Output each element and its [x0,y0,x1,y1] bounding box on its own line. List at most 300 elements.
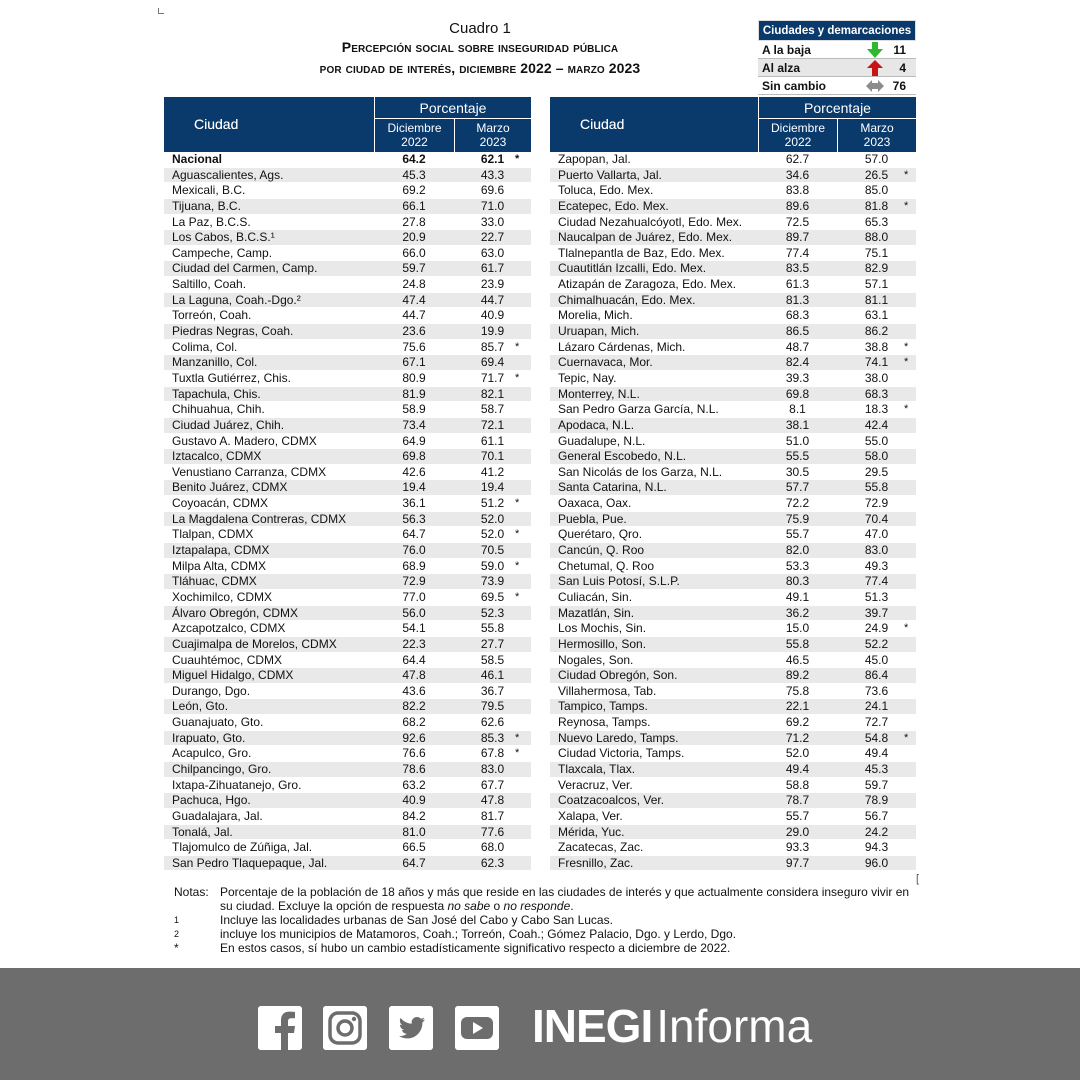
city-cell: Manzanillo, Col. [172,355,258,370]
december-value: 66.5 [402,840,426,855]
city-cell: Tampico, Tamps. [558,699,648,714]
table-row [164,199,531,215]
march-year: 2023 [479,135,507,149]
city-cell: Guadalupe, N.L. [558,433,646,448]
table-row [164,324,531,340]
city-cell: Reynosa, Tamps. [558,715,651,730]
crop-mark [158,8,164,14]
city-cell: Pachuca, Hgo. [172,793,251,808]
march-value: 55.0 [864,433,889,448]
march-value: 44.7 [480,292,505,307]
significance-mark: * [904,403,909,416]
table-row [164,715,531,731]
march-value: 57.1 [864,277,889,292]
footnote-1-text: Incluye las localidades urbanas de San José del Cabo y Cabo San Lucas. [220,913,613,927]
table-row [550,668,916,684]
significance-mark: * [515,153,520,165]
march-value: 73.9 [480,574,505,589]
march-value: 68.0 [480,840,505,855]
december-value: 86.5 [785,324,810,339]
march-value: 96.0 [864,855,889,870]
december-value: 71.2 [785,730,810,745]
march-value: 83.0 [480,761,505,776]
city-cell: Saltillo, Coah. [172,277,247,292]
table-row [550,746,916,762]
december-value: 63.2 [402,777,426,792]
table-row [164,606,531,622]
legend-header: Ciudades y demarcaciones [758,20,916,41]
table-row [164,543,531,559]
march-value: 70.5 [480,543,505,558]
march-value: 38.8 [864,339,889,354]
march-value: 24.2 [864,824,889,839]
march-value: 74.1 [864,355,889,370]
december-value: 39.3 [785,370,810,385]
december-value: 81.0 [402,824,426,839]
march-value: 72.1 [480,417,505,432]
march-value: 49.4 [864,746,889,761]
december-value: 43.6 [402,683,426,698]
facebook-icon[interactable] [258,1006,302,1050]
city-cell: Benito Juárez, CDMX [172,480,288,495]
legend-row-up [758,59,916,77]
march-value: 52.0 [480,527,505,542]
december-value: 55.7 [785,808,810,823]
table-number: Cuadro 1 [449,20,511,37]
city-cell: Ciudad Obregón, Son. [558,668,678,683]
december-value: 40.9 [402,793,426,808]
city-cell: Los Cabos, B.C.S.¹ [172,230,275,245]
table-row [550,261,916,277]
march-value: 77.4 [864,574,889,589]
december-column-header [374,119,454,152]
table-row [550,277,916,293]
december-value: 72.9 [402,574,426,589]
march-column-header [837,119,916,152]
note-main-em1: no sabe [447,899,491,913]
december-value: 42.6 [402,464,426,479]
march-column-header [454,119,531,152]
city-cell: Xalapa, Ver. [558,808,623,823]
december-value: 68.9 [402,558,426,573]
december-value: 48.7 [785,339,810,354]
city-cell: Nogales, Son. [558,652,634,667]
significance-mark: * [904,168,909,181]
table-row [550,793,916,809]
city-cell: Chihuahua, Chih. [172,402,265,417]
march-value: 47.0 [864,527,889,542]
city-cell: Lázaro Cárdenas, Mich. [558,339,686,354]
december-value: 54.1 [402,621,426,636]
march-value: 86.2 [864,324,889,339]
march-label: Marzo [476,121,510,135]
table-row [550,496,916,512]
table-row [550,465,916,481]
footnote-1-mark: 1 [174,915,180,925]
march-value: 94.3 [864,840,889,855]
city-cell: La Laguna, Coah.-Dgo.² [172,292,301,307]
march-value: 51.3 [864,589,889,604]
note-main [174,885,914,913]
table-row [164,449,531,465]
december-value: 64.4 [402,652,426,667]
december-value: 56.3 [402,511,426,526]
table-row [164,418,531,434]
december-value: 61.3 [785,277,810,292]
march-value: 82.1 [480,386,505,401]
march-value: 56.7 [864,808,889,823]
red-up-arrow-icon [866,60,884,76]
city-cell: Santa Catarina, N.L. [558,480,667,495]
table-row [550,778,916,794]
table-row [164,778,531,794]
city-cell: Atizapán de Zaragoza, Edo. Mex. [558,277,737,292]
december-value: 77.0 [402,589,426,604]
table-row [164,762,531,778]
table-row [164,621,531,637]
city-cell: Cuajimalpa de Morelos, CDMX [172,636,337,651]
march-value: 77.6 [480,824,505,839]
city-cell: Piedras Negras, Coah. [172,324,294,339]
december-value: 47.8 [402,668,426,683]
march-value: 63.1 [864,308,889,323]
december-value: 36.1 [402,496,426,511]
footnote-2-text: incluye los municipios de Matamoros, Coah.; Torreón, Coah.; Gómez Palacio, Dgo. y Lerdo, Dgo. [220,927,737,941]
table-row [550,684,916,700]
significance-mark: * [904,622,909,635]
city-cell: Tapachula, Chis. [172,386,261,401]
december-value: 77.4 [785,245,810,260]
percentage-header: Porcentaje [374,97,531,119]
city-cell: Colima, Col. [172,339,238,354]
city-cell: Iztacalco, CDMX [172,449,262,464]
table-row [164,261,531,277]
table-row [164,152,531,168]
march-value: 69.4 [480,355,505,370]
table-row [550,512,916,528]
left-table [164,97,531,871]
december-value: 19.4 [402,480,426,495]
march-value: 75.1 [864,245,889,260]
table-title [200,20,760,79]
city-cell: Xochimilco, CDMX [172,589,273,604]
table-row [550,653,916,669]
december-value: 57.7 [785,480,810,495]
table-row [550,168,916,184]
march-value: 27.7 [480,636,505,651]
city-cell: Cuernavaca, Mor. [558,355,653,370]
march-value: 78.9 [864,793,889,808]
city-cell: Chimalhuacán, Edo. Mex. [558,292,696,307]
december-value: 47.4 [402,292,426,307]
december-value: 49.4 [785,761,810,776]
city-cell: Tlalpan, CDMX [172,527,254,542]
city-cell: Mazatlán, Sin. [558,605,635,620]
table-row [164,371,531,387]
table-row [164,793,531,809]
significance-mark: * [515,559,520,572]
december-value: 58.8 [785,777,810,792]
green-down-arrow-icon [866,42,884,58]
december-value: 83.8 [785,183,810,198]
city-cell: Tlalnepantla de Baz, Edo. Mex. [558,245,725,260]
march-value: 33.0 [480,214,505,229]
significance-mark: * [904,356,909,369]
city-cell: Hermosillo, Son. [558,636,647,651]
table-row [550,731,916,747]
significance-mark: * [904,199,909,212]
march-value: 55.8 [480,621,505,636]
table-row [550,856,916,872]
march-value: 52.0 [480,511,505,526]
december-value: 75.6 [402,339,426,354]
city-cell: Nuevo Laredo, Tamps. [558,730,679,745]
table-row [550,590,916,606]
march-value: 83.0 [864,543,889,558]
table-row [550,340,916,356]
march-value: 26.5 [864,167,889,182]
table-row [550,574,916,590]
table-title-line-1: Percepción social sobre inseguridad pública [341,39,619,55]
december-value: 8.1 [789,402,806,417]
city-cell: Ciudad Victoria, Tamps. [558,746,685,761]
note-main-prefix: Porcentaje de la población de 18 años y más que reside en las ciudades de interés y que actualmente considera inseguro vivir en su ciudad. Excluye la opción de respuesta [220,885,910,913]
table-row [164,856,531,872]
city-cell: Venustiano Carranza, CDMX [172,464,327,479]
city-cell: La Paz, B.C.S. [172,214,251,229]
march-value: 62.3 [480,855,505,870]
footnote-3 [174,941,914,955]
footnote-3-mark: * [174,941,179,955]
city-cell: Villahermosa, Tab. [558,683,657,698]
december-value: 81.9 [402,386,426,401]
significance-mark: * [515,497,520,510]
table-row [550,543,916,559]
twitter-icon[interactable] [389,1006,433,1050]
city-cell: Irapuato, Gto. [172,730,246,745]
significance-mark: * [515,590,520,603]
table-row [164,684,531,700]
table-row [550,809,916,825]
december-year: 2022 [401,135,428,149]
city-cell: Tuxtla Gutiérrez, Chis. [172,370,291,385]
city-cell: Naucalpan de Juárez, Edo. Mex. [558,230,733,245]
city-cell: Querétaro, Qro. [558,527,643,542]
city-cell: Tepic, Nay. [558,370,617,385]
significance-mark: * [515,340,520,353]
legend-row-down [758,41,916,59]
table-row [164,637,531,653]
december-value: 44.7 [402,308,426,323]
city-cell: Tlaxcala, Tlax. [558,761,636,776]
march-value: 85.0 [864,183,889,198]
december-value: 82.2 [402,699,426,714]
significance-mark: * [515,371,520,384]
december-value: 29.0 [785,824,810,839]
march-value: 85.7 [480,339,505,354]
march-value: 81.8 [864,198,889,213]
table-row [164,699,531,715]
march-value: 72.9 [864,496,889,511]
march-value: 59.0 [480,558,505,573]
table-header [550,97,916,152]
march-label: Marzo [860,121,894,135]
table-row [550,606,916,622]
city-cell: Tijuana, B.C. [172,198,241,213]
significance-mark: * [515,731,520,744]
table-row [550,621,916,637]
table-row [164,277,531,293]
table-row [550,449,916,465]
december-value: 27.8 [402,214,426,229]
december-value: 55.5 [785,449,810,464]
city-cell: Torreón, Coah. [172,308,252,323]
instagram-icon[interactable] [323,1006,367,1050]
city-cell: Cancún, Q. Roo [558,543,645,558]
city-cell: Nacional [172,152,223,166]
december-value: 58.9 [402,402,426,417]
table-row [550,152,916,168]
march-value: 52.2 [864,636,889,651]
city-cell: Culiacán, Sin. [558,589,633,604]
inegi-informa-logo[interactable] [532,996,812,1056]
table-row [550,434,916,450]
december-value: 64.7 [402,527,426,542]
december-value: 66.0 [402,245,426,260]
legend-value: 4 [899,61,906,75]
table-row [550,480,916,496]
city-cell: Gustavo A. Madero, CDMX [172,433,317,448]
table-row [164,731,531,747]
december-value: 80.3 [785,574,810,589]
table-row [550,324,916,340]
table-row [164,465,531,481]
significance-mark: * [904,731,909,744]
december-value: 22.1 [785,699,810,714]
city-cell: San Nicolás de los Garza, N.L. [558,464,723,479]
table-header [164,97,531,152]
december-value: 69.2 [785,715,810,730]
table-row [164,246,531,262]
december-value: 45.3 [402,167,426,182]
table-row [550,246,916,262]
city-cell: Iztapalapa, CDMX [172,543,270,558]
city-cell: San Pedro Garza García, N.L. [558,402,719,417]
march-value: 81.1 [864,292,889,307]
march-value: 40.9 [480,308,505,323]
march-value: 69.6 [480,183,505,198]
city-cell: Mexicali, B.C. [172,183,246,198]
march-value: 51.2 [480,496,505,511]
table-row [164,590,531,606]
march-value: 73.6 [864,683,889,698]
city-cell: Tonalá, Jal. [172,824,233,839]
footnote-1 [174,913,914,927]
december-value: 69.8 [402,449,426,464]
city-cell: Campeche, Camp. [172,245,273,260]
city-cell: San Luis Potosí, S.L.P. [558,574,680,589]
table-row [164,559,531,575]
march-value: 59.7 [864,777,889,792]
note-main-mid: o [490,899,504,913]
table-row [164,746,531,762]
march-value: 67.7 [480,777,505,792]
city-cell: Milpa Alta, CDMX [172,558,267,573]
december-value: 55.8 [785,636,810,651]
city-cell: Tláhuac, CDMX [172,574,257,589]
march-value: 18.3 [864,402,889,417]
december-value: 84.2 [402,808,426,823]
march-value: 55.8 [864,480,889,495]
table-row [164,293,531,309]
legend-label: Al alza [762,61,801,75]
march-value: 19.9 [480,324,505,339]
footnote-3-text: En estos casos, sí hubo un cambio estadísticamente significativo respecto a diciembre de 2022. [220,941,731,955]
december-value: 30.5 [785,464,810,479]
december-value: 78.7 [785,793,810,808]
city-cell: Zacatecas, Zac. [558,840,644,855]
city-cell: Apodaca, N.L. [558,417,635,432]
december-value: 72.5 [785,214,810,229]
march-value: 47.8 [480,793,505,808]
table-notes [174,885,914,955]
march-value: 24.9 [864,621,889,636]
march-year: 2023 [863,135,891,149]
march-value: 69.5 [480,589,505,604]
march-value: 42.4 [864,417,889,432]
march-value: 71.0 [480,198,505,213]
december-value: 64.7 [402,855,426,870]
significance-mark: * [515,747,520,760]
city-cell: Acapulco, Gro. [172,746,252,761]
city-cell: Mérida, Yuc. [558,824,625,839]
march-value: 58.5 [480,652,505,667]
december-value: 66.1 [402,198,426,213]
city-cell: Ixtapa-Zihuatanejo, Gro. [172,777,302,792]
march-value: 70.1 [480,449,505,464]
december-value: 46.5 [785,652,810,667]
december-value: 81.3 [785,292,810,307]
december-column-header [758,119,837,152]
note-main-text [220,885,914,913]
december-value: 64.9 [402,433,426,448]
march-value: 70.4 [864,511,889,526]
youtube-icon[interactable] [455,1006,499,1050]
december-label: Diciembre [770,121,825,135]
city-cell: Cuauhtémoc, CDMX [172,652,283,667]
march-value: 45.3 [864,761,889,776]
city-cell: Guanajuato, Gto. [172,715,264,730]
march-value: 58.7 [480,402,505,417]
city-cell: Los Mochis, Sin. [558,621,647,636]
march-value: 63.0 [480,245,505,260]
table-row [164,402,531,418]
table-row [164,668,531,684]
table-title-line-2: por ciudad de interés, diciembre 2022 – marzo 2023 [319,60,641,76]
december-value: 89.6 [785,198,810,213]
table-row [164,653,531,669]
december-value: 36.2 [785,605,810,620]
city-cell: Guadalajara, Jal. [172,808,263,823]
december-label: Diciembre [387,121,442,135]
city-cell: Cuautitlán Izcalli, Edo. Mex. [558,261,707,276]
december-value: 49.1 [785,589,810,604]
march-value: 68.3 [864,386,889,401]
city-cell: Monterrey, N.L. [558,386,640,401]
table-row [164,308,531,324]
march-value: 61.7 [480,261,505,276]
december-value: 67.1 [402,355,426,370]
